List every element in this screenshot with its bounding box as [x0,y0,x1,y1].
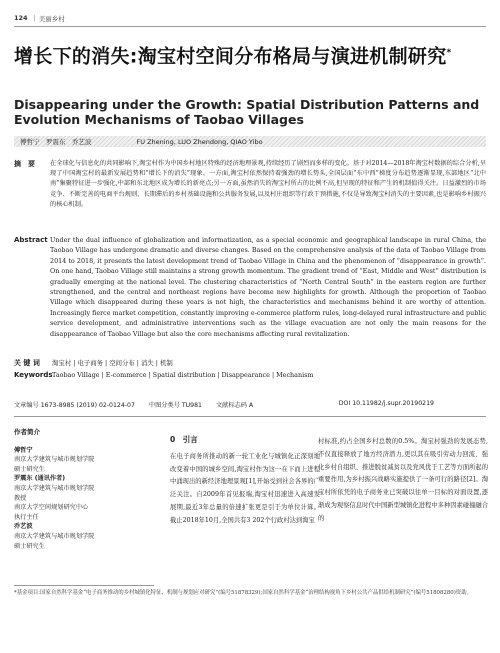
author-affiliation: 南京大学建筑与城市规划学院 [14,456,95,464]
author-affiliation: 南京大学空间规划研究中心 [14,504,89,512]
authors-cn: 傅哲宁 罗震东 乔艺波 [20,138,92,146]
author-entry-1 [14,446,154,475]
keywords-cn-label: 关 键 词 [14,359,40,367]
article-number: 文章编号 1673-8985 (2019) 02-0124-07 [14,402,135,409]
author-role: 硕士研究生 [14,542,45,550]
abstract-cn [14,159,486,210]
author-affiliation: 南京大学建筑与城市规划学院 [14,532,95,540]
body-column-left [170,428,320,528]
authors-en: FU Zhening, LUO Zhendong, QIAO Yibo [136,137,263,146]
title-footnote-mark: * [446,48,452,58]
body-paragraph: 村标准,约占全国乡村总数的0.5%。淘宝村强劲的发展态势,不仅直接释放了地方经济潜力,更以其在吸引劳动力回流、强化乡村自组织、推进脱贫减贫以及党风优于工艺等方面所起的重要作用,为乡村振兴战略实施提供了一条可行的路径[2]。淘宝村所依凭的电子商务业已突破以往单一目标的对面设置,逐渐成为观察信息时代中国新型城镇化进程中多种因素碰撞融合的 [318,438,489,522]
author-bar [14,136,486,147]
author-entry-2 [14,474,154,522]
author-info-heading: 作者简介 [14,428,40,436]
doi: DOI 10.11982/j.supr.20190219 [338,400,434,407]
document-code: 文献标志码 A [215,402,254,409]
keywords-en-label: Keywords [14,371,53,379]
header-rule [14,26,486,27]
title-en: Disappearing under the Growth: Spatial Distribution Patterns and Evolution Mechanisms of Taobao Villages [14,97,480,127]
author-name: 乔艺波 [14,523,33,531]
page-number: 124 [14,14,28,22]
meta-rule [14,416,486,417]
running-header [14,12,486,24]
author-role: 执行主任 [14,513,39,521]
author-name: 傅哲宁 [14,446,33,454]
keywords-en [14,370,486,380]
clc-number: 中图分类号 TU981 [148,402,202,409]
author-role: 教授 [14,494,27,502]
author-entry-3 [14,522,154,551]
section-heading-introduction: 0 引言 [170,435,198,444]
abstract-en-label: Abstract [14,236,48,244]
keywords-en-text: Taobao Village | E-commerce | Spatial distribution | Disappearance | Mechanism [52,371,314,379]
author-affiliation: 南京大学建筑与城市规划学院 [14,484,95,492]
author-role: 硕士研究生 [14,465,45,473]
footnote-rule [14,585,154,586]
abstract-en [14,235,486,339]
body-column-right [318,436,488,526]
journal-section: 美丽乡村 [38,14,65,23]
header-separator: | [33,14,36,22]
title-cn-text: 增长下的消失:淘宝村空间分布格局与演进机制研究 [14,45,447,68]
abstract-cn-text: 在全球化与信息化的共同影响下,淘宝村作为中国乡村地区特殊的经济地理景观,持续经历了剧烈而多样的变化。基于对2014—2018年淘宝村数据的综合分析,呈现了中国淘宝村的最新发展趋势和“增长下的消失”现象。一方面,淘宝村依然保持着强劲的增长势头,全国层面“东中西”梯度分布趋势逐渐显现,东部地区“北中南”集聚特征进一步强化,中部和东北地区成为增长的新亮点;另一方面,虽然消失的淘宝村所占的比例不高,但呈现的特征和产生的机制值得关注。日益激烈的市场竞争、不断完善的电商平台规则、长期滞后的乡村基础设施和公共服务发展,以及村庄组织等行政干预措施,不仅是导致淘宝村消失的主要因素,也是影响乡村振兴的核心机制。 [50,160,486,208]
funding-footnote: *基金项目:国家自然科学基金“电子商务推动的乡村城镇化特征、机制与规划应对研究”(编号51878329);国家自然科学基金“治理结构视角下乡村公共产品供给机制研究”(编号51808280)资助。 [14,590,472,596]
article-meta [14,400,486,409]
keywords-cn-text: 淘宝村 | 电子商务 | 空间分布 | 消失 | 机制 [52,359,173,367]
author-name: 罗震东 (通讯作者) [14,475,66,483]
keywords-cn [14,358,486,368]
abstract-cn-label: 摘 要 [14,160,35,168]
author-info-sidebar [14,428,154,551]
body-paragraph: 在电子商务所推动的新一轮工业化与城镇化正深刻地改变着中国的城乡空间,淘宝村作为这一在下而上进程中涌现出的新经济地理景观[1],开始受到社会各界的广泛关注。自2009年首见报端,淘宝村迅速进入高速发展期,最近3年总量的倍速扩张更是引于为单位计算。截止2018年10月,全国共有3 202个行政村达到淘宝 [170,452,320,524]
title-cn [14,40,486,69]
abstract-en-text: Under the dual influence of globalization and informatization, as a special economic and geographical landscape in rural China, the Taobao Village has undergone dramatic and diverse changes. Based on the comprehensive analysis of the data of Taobao Village from 2014 to 2018, it presents the latest development trend of Taobao Village in China and the phenomenon of “disappearance in growth”. On one hand, Taobao Village still maintains a strong growth momentum. The gradient trend of “East, Middle and West” distribution is gradually emerging at the national level. The clustering characteristics of “North Central South” in the eastern region are further strengthened, and the central and northeast regions have become new highlights for growth. Although the proportion of Taobao Village which disappeared during these years is not high, the characteristics and mechanisms behind it are worthy of attention. Increasingly fierce market competition, constantly improving e-commerce platform rules, long-delayed rural infrastructure and public service development, and administrative interventions such as the village evacuation are not only the main reasons for the disappearance of Taobao Village but also the core mechanisms affecting rural revitalization. [50,236,487,338]
